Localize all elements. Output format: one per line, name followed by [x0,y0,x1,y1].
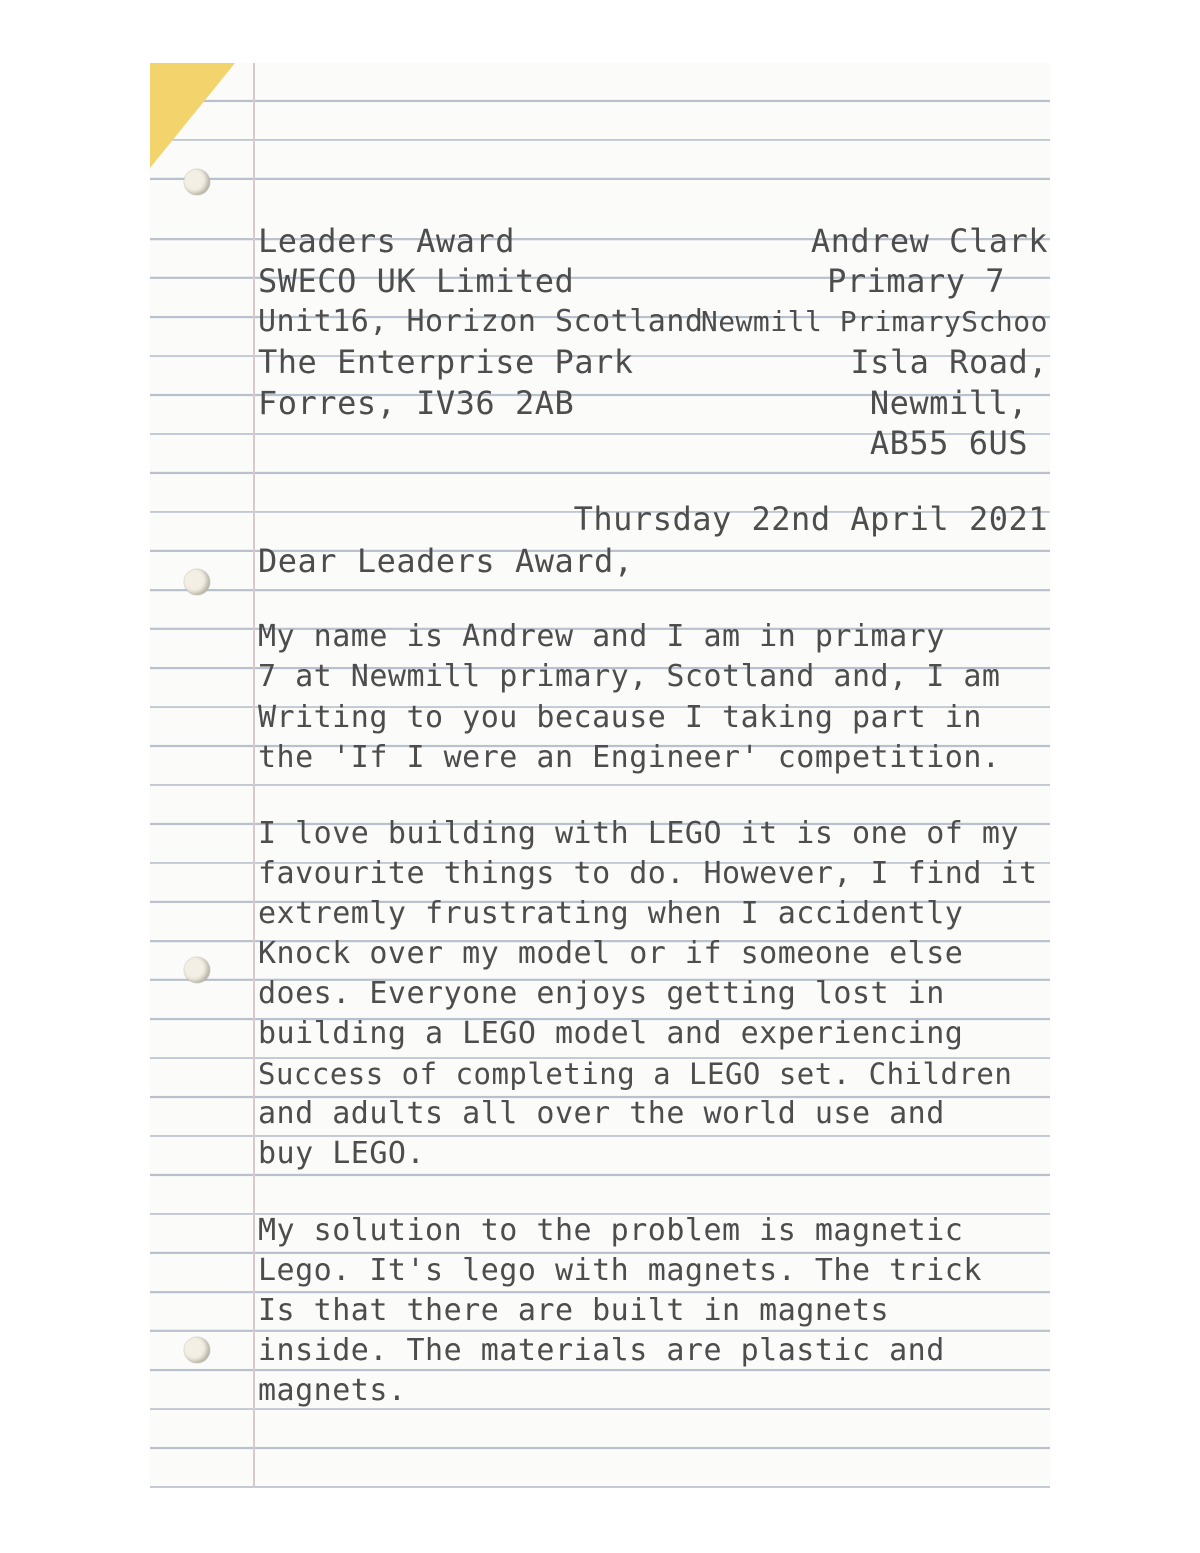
sender-line: Forres, IV36 2AB [258,384,575,422]
paragraph-line: I love building with LEGO it is one of my [258,816,1020,851]
recipient-line: Primary 7 [827,262,1005,300]
paragraph-line: favourite things to do. However, I find it [258,856,1038,891]
paragraph-line: buy LEGO. [258,1136,426,1171]
letter-date: Thursday 22nd April 2021 [573,500,1048,538]
recipient-line: AB55 6US [869,424,1028,462]
paragraph-line: magnets. [258,1373,407,1408]
paragraph-line: does. Everyone enjoys getting lost in [258,976,945,1011]
recipient-line: Andrew Clark [810,222,1048,260]
paragraph-line: Success of completing a LEGO set. Children [258,1057,1013,1091]
recipient-line: Isla Road, [850,343,1048,381]
sender-line: The Enterprise Park [258,343,634,381]
paragraph-line: extremly frustrating when I accidently [258,896,964,931]
paragraph-line: the 'If I were an Engineer' competition. [258,740,1001,775]
recipient-line: Newmill, [869,384,1028,422]
paragraph-line: My name is Andrew and I am in primary [258,619,945,654]
paragraph-line: Lego. It's lego with magnets. The trick [258,1253,982,1288]
recipient-line: Newmill PrimarySchoo [700,305,1048,338]
paragraph-line: Knock over my model or if someone else [258,936,964,971]
paragraph-line: and adults all over the world use and [258,1096,945,1131]
paragraph-line: building a LEGO model and experiencing [258,1016,964,1051]
paragraph-line: 7 at Newmill primary, Scotland and, I am [258,659,1001,694]
margin-line [253,63,255,1488]
punch-hole [184,1337,210,1363]
salutation: Dear Leaders Award, [258,542,634,580]
punch-hole [184,957,210,983]
punch-hole [184,569,210,595]
paragraph-line: Writing to you because I taking part in [258,700,982,735]
paragraph-line: Is that there are built in magnets [258,1293,890,1328]
sender-line: Leaders Award [258,222,515,260]
paper-corner-tab [150,63,235,168]
paragraph-line: My solution to the problem is magnetic [258,1213,964,1248]
punch-hole [184,169,210,195]
paragraph-line: inside. The materials are plastic and [258,1333,945,1368]
sender-line: SWECO UK Limited [258,262,575,300]
sender-line: Unit16, Horizon Scotland [258,304,704,339]
